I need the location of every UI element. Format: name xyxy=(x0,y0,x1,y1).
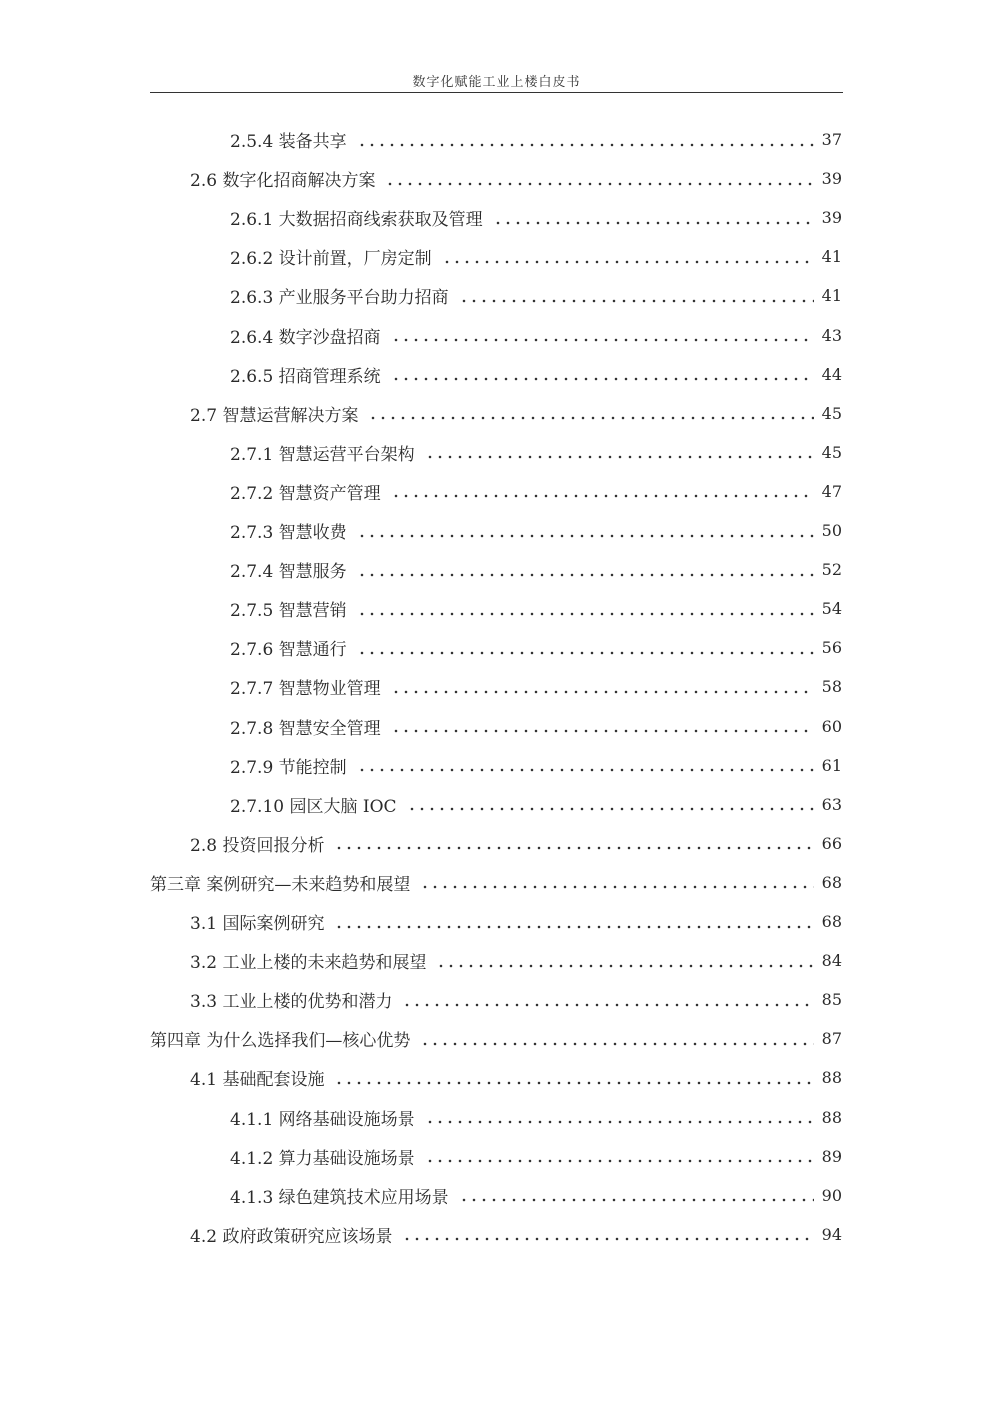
toc-entry-label: 4.1.1 网络基础设施场景 xyxy=(230,1109,415,1130)
toc-entry-page-number: 56 xyxy=(821,638,842,658)
toc-entry-label: 2.6.2 设计前置，厂房定制 xyxy=(230,249,432,270)
toc-entry-label: 2.6 数字化招商解决方案 xyxy=(190,171,376,192)
toc-entry-page-number: 41 xyxy=(821,247,842,267)
toc-entry[interactable] xyxy=(230,198,842,237)
toc-entry-page-number: 45 xyxy=(821,442,842,462)
toc-entry-label: 2.7.2 智慧资产管理 xyxy=(230,483,381,504)
toc-entry-label: 2.7.10 园区大脑 IOC xyxy=(230,796,397,817)
toc-entry[interactable] xyxy=(230,746,842,785)
toc-entry[interactable] xyxy=(190,1058,842,1097)
dot-leader xyxy=(493,221,814,225)
toc-entry[interactable] xyxy=(230,1176,842,1215)
toc-entry-page-number: 66 xyxy=(821,833,842,853)
toc-entry-page-number: 43 xyxy=(821,325,842,345)
toc-entry[interactable] xyxy=(230,511,842,550)
running-header-title: 数字化赋能工业上楼白皮书 xyxy=(412,75,581,90)
toc-entry-label: 4.2 政府政策研究应该场景 xyxy=(190,1226,393,1247)
dot-leader xyxy=(357,651,814,655)
toc-entry-page-number: 87 xyxy=(821,1029,842,1049)
toc-entry-label: 2.7 智慧运营解决方案 xyxy=(190,405,359,426)
toc-entry[interactable] xyxy=(230,276,842,315)
toc-entry-label: 2.6.4 数字沙盘招商 xyxy=(230,327,381,348)
toc-entry[interactable] xyxy=(190,394,842,433)
dot-leader xyxy=(407,807,814,811)
toc-entry-label: 2.7.3 智慧收费 xyxy=(230,523,347,543)
dot-leader xyxy=(334,846,814,850)
toc-entry-label: 2.7.4 智慧服务 xyxy=(230,562,347,583)
dot-leader xyxy=(357,143,814,147)
toc-entry-page-number: 68 xyxy=(821,912,842,931)
toc-entry[interactable] xyxy=(230,316,842,355)
toc-entry[interactable] xyxy=(230,667,842,706)
dot-leader xyxy=(425,455,814,459)
toc-entry-page-number: 89 xyxy=(821,1146,842,1166)
dot-leader xyxy=(425,1120,814,1124)
toc-entry-page-number: 94 xyxy=(821,1224,842,1244)
toc-entry[interactable] xyxy=(190,1215,842,1254)
toc-entry-label: 2.6.5 招商管理系统 xyxy=(230,366,381,387)
dot-leader xyxy=(402,1237,814,1241)
dot-leader xyxy=(334,925,814,929)
toc-entry[interactable] xyxy=(230,237,842,276)
toc-entry[interactable] xyxy=(230,1098,842,1137)
toc-entry-label: 4.1.2 算力基础设施场景 xyxy=(230,1148,415,1169)
dot-leader xyxy=(459,299,814,303)
dot-leader xyxy=(334,1081,814,1085)
toc-entry[interactable] xyxy=(190,941,842,980)
toc-entry[interactable] xyxy=(230,472,842,511)
dot-leader xyxy=(425,1159,814,1163)
toc-entry-label: 2.7.7 智慧物业管理 xyxy=(230,679,381,700)
toc-entry-page-number: 50 xyxy=(821,521,842,540)
toc-entry-label: 第三章 案例研究—未来趋势和展望 xyxy=(150,874,411,895)
dot-leader xyxy=(357,534,814,538)
toc-entry-label: 2.7.1 智慧运营平台架构 xyxy=(230,444,415,465)
toc-entry-label: 3.2 工业上楼的未来趋势和展望 xyxy=(190,953,427,974)
toc-entry-page-number: 84 xyxy=(821,951,842,971)
dot-leader xyxy=(442,260,814,264)
dot-leader xyxy=(391,729,814,733)
dot-leader xyxy=(420,885,814,889)
toc-entry-page-number: 68 xyxy=(821,872,842,892)
toc-entry-page-number: 52 xyxy=(821,560,842,580)
toc-entry[interactable] xyxy=(230,707,842,746)
toc-entry-label: 3.1 国际案例研究 xyxy=(190,914,325,934)
dot-leader xyxy=(436,964,814,968)
dot-leader xyxy=(368,416,814,420)
toc-entry-label: 2.7.6 智慧通行 xyxy=(230,640,347,661)
dot-leader xyxy=(385,182,814,186)
toc-entry-page-number: 60 xyxy=(821,716,842,736)
toc-entry-page-number: 41 xyxy=(821,286,842,306)
toc-entry-label: 第四章 为什么选择我们—核心优势 xyxy=(150,1031,411,1052)
dot-leader xyxy=(391,494,814,498)
toc-entry[interactable] xyxy=(230,550,842,589)
toc-entry-page-number: 88 xyxy=(821,1107,842,1127)
toc-entry[interactable] xyxy=(150,863,842,902)
toc-entry-label: 2.6.3 产业服务平台助力招商 xyxy=(230,288,449,309)
toc-entry-label: 2.6.1 大数据招商线索获取及管理 xyxy=(230,210,483,231)
dot-leader xyxy=(459,1198,814,1202)
toc-entry[interactable] xyxy=(150,1019,842,1058)
toc-entry-label: 2.7.8 智慧安全管理 xyxy=(230,718,381,739)
toc-entry[interactable] xyxy=(190,824,842,863)
toc-entry[interactable] xyxy=(230,433,842,472)
dot-leader xyxy=(391,338,814,342)
dot-leader xyxy=(391,690,814,694)
toc-entry[interactable] xyxy=(230,1137,842,1176)
toc-entry[interactable] xyxy=(230,355,842,394)
toc-entry-page-number: 88 xyxy=(821,1068,842,1088)
dot-leader xyxy=(357,573,814,577)
toc-entry-page-number: 61 xyxy=(821,755,842,775)
toc-entry-page-number: 44 xyxy=(821,364,842,384)
toc-entry-label: 4.1 基础配套设施 xyxy=(190,1070,325,1091)
toc-entry-page-number: 85 xyxy=(821,990,842,1010)
toc-entry[interactable] xyxy=(230,628,842,667)
dot-leader xyxy=(357,768,814,772)
toc-entry-page-number: 39 xyxy=(821,169,842,189)
dot-leader xyxy=(420,1042,814,1046)
toc-entry[interactable] xyxy=(230,785,842,824)
toc-entry-page-number: 90 xyxy=(821,1185,842,1205)
toc-entry-page-number: 63 xyxy=(821,794,842,814)
toc-entry-page-number: 58 xyxy=(821,677,842,697)
toc-entry-label: 2.7.5 智慧营销 xyxy=(230,601,347,622)
toc-entry-page-number: 37 xyxy=(821,130,842,149)
toc-entry[interactable] xyxy=(230,589,842,628)
toc-entry-label: 4.1.3 绿色建筑技术应用场景 xyxy=(230,1187,449,1208)
toc-entry-label: 2.7.9 节能控制 xyxy=(230,757,347,778)
dot-leader xyxy=(357,612,814,616)
toc-entry[interactable] xyxy=(190,980,842,1019)
toc-entry[interactable] xyxy=(190,902,842,941)
toc-entry-page-number: 39 xyxy=(821,208,842,228)
toc-entry[interactable] xyxy=(230,120,842,159)
toc-entry-page-number: 47 xyxy=(821,481,842,501)
toc-entry-page-number: 54 xyxy=(821,599,842,619)
dot-leader xyxy=(402,1003,814,1007)
header-rule xyxy=(150,92,843,93)
toc-entry[interactable] xyxy=(190,159,842,198)
dot-leader xyxy=(391,377,814,381)
toc-entry-page-number: 45 xyxy=(821,403,842,423)
toc-entry-label: 2.8 投资回报分析 xyxy=(190,835,325,856)
toc-entry-label: 3.3 工业上楼的优势和潜力 xyxy=(190,992,393,1013)
toc-entry-label: 2.5.4 装备共享 xyxy=(230,132,347,152)
